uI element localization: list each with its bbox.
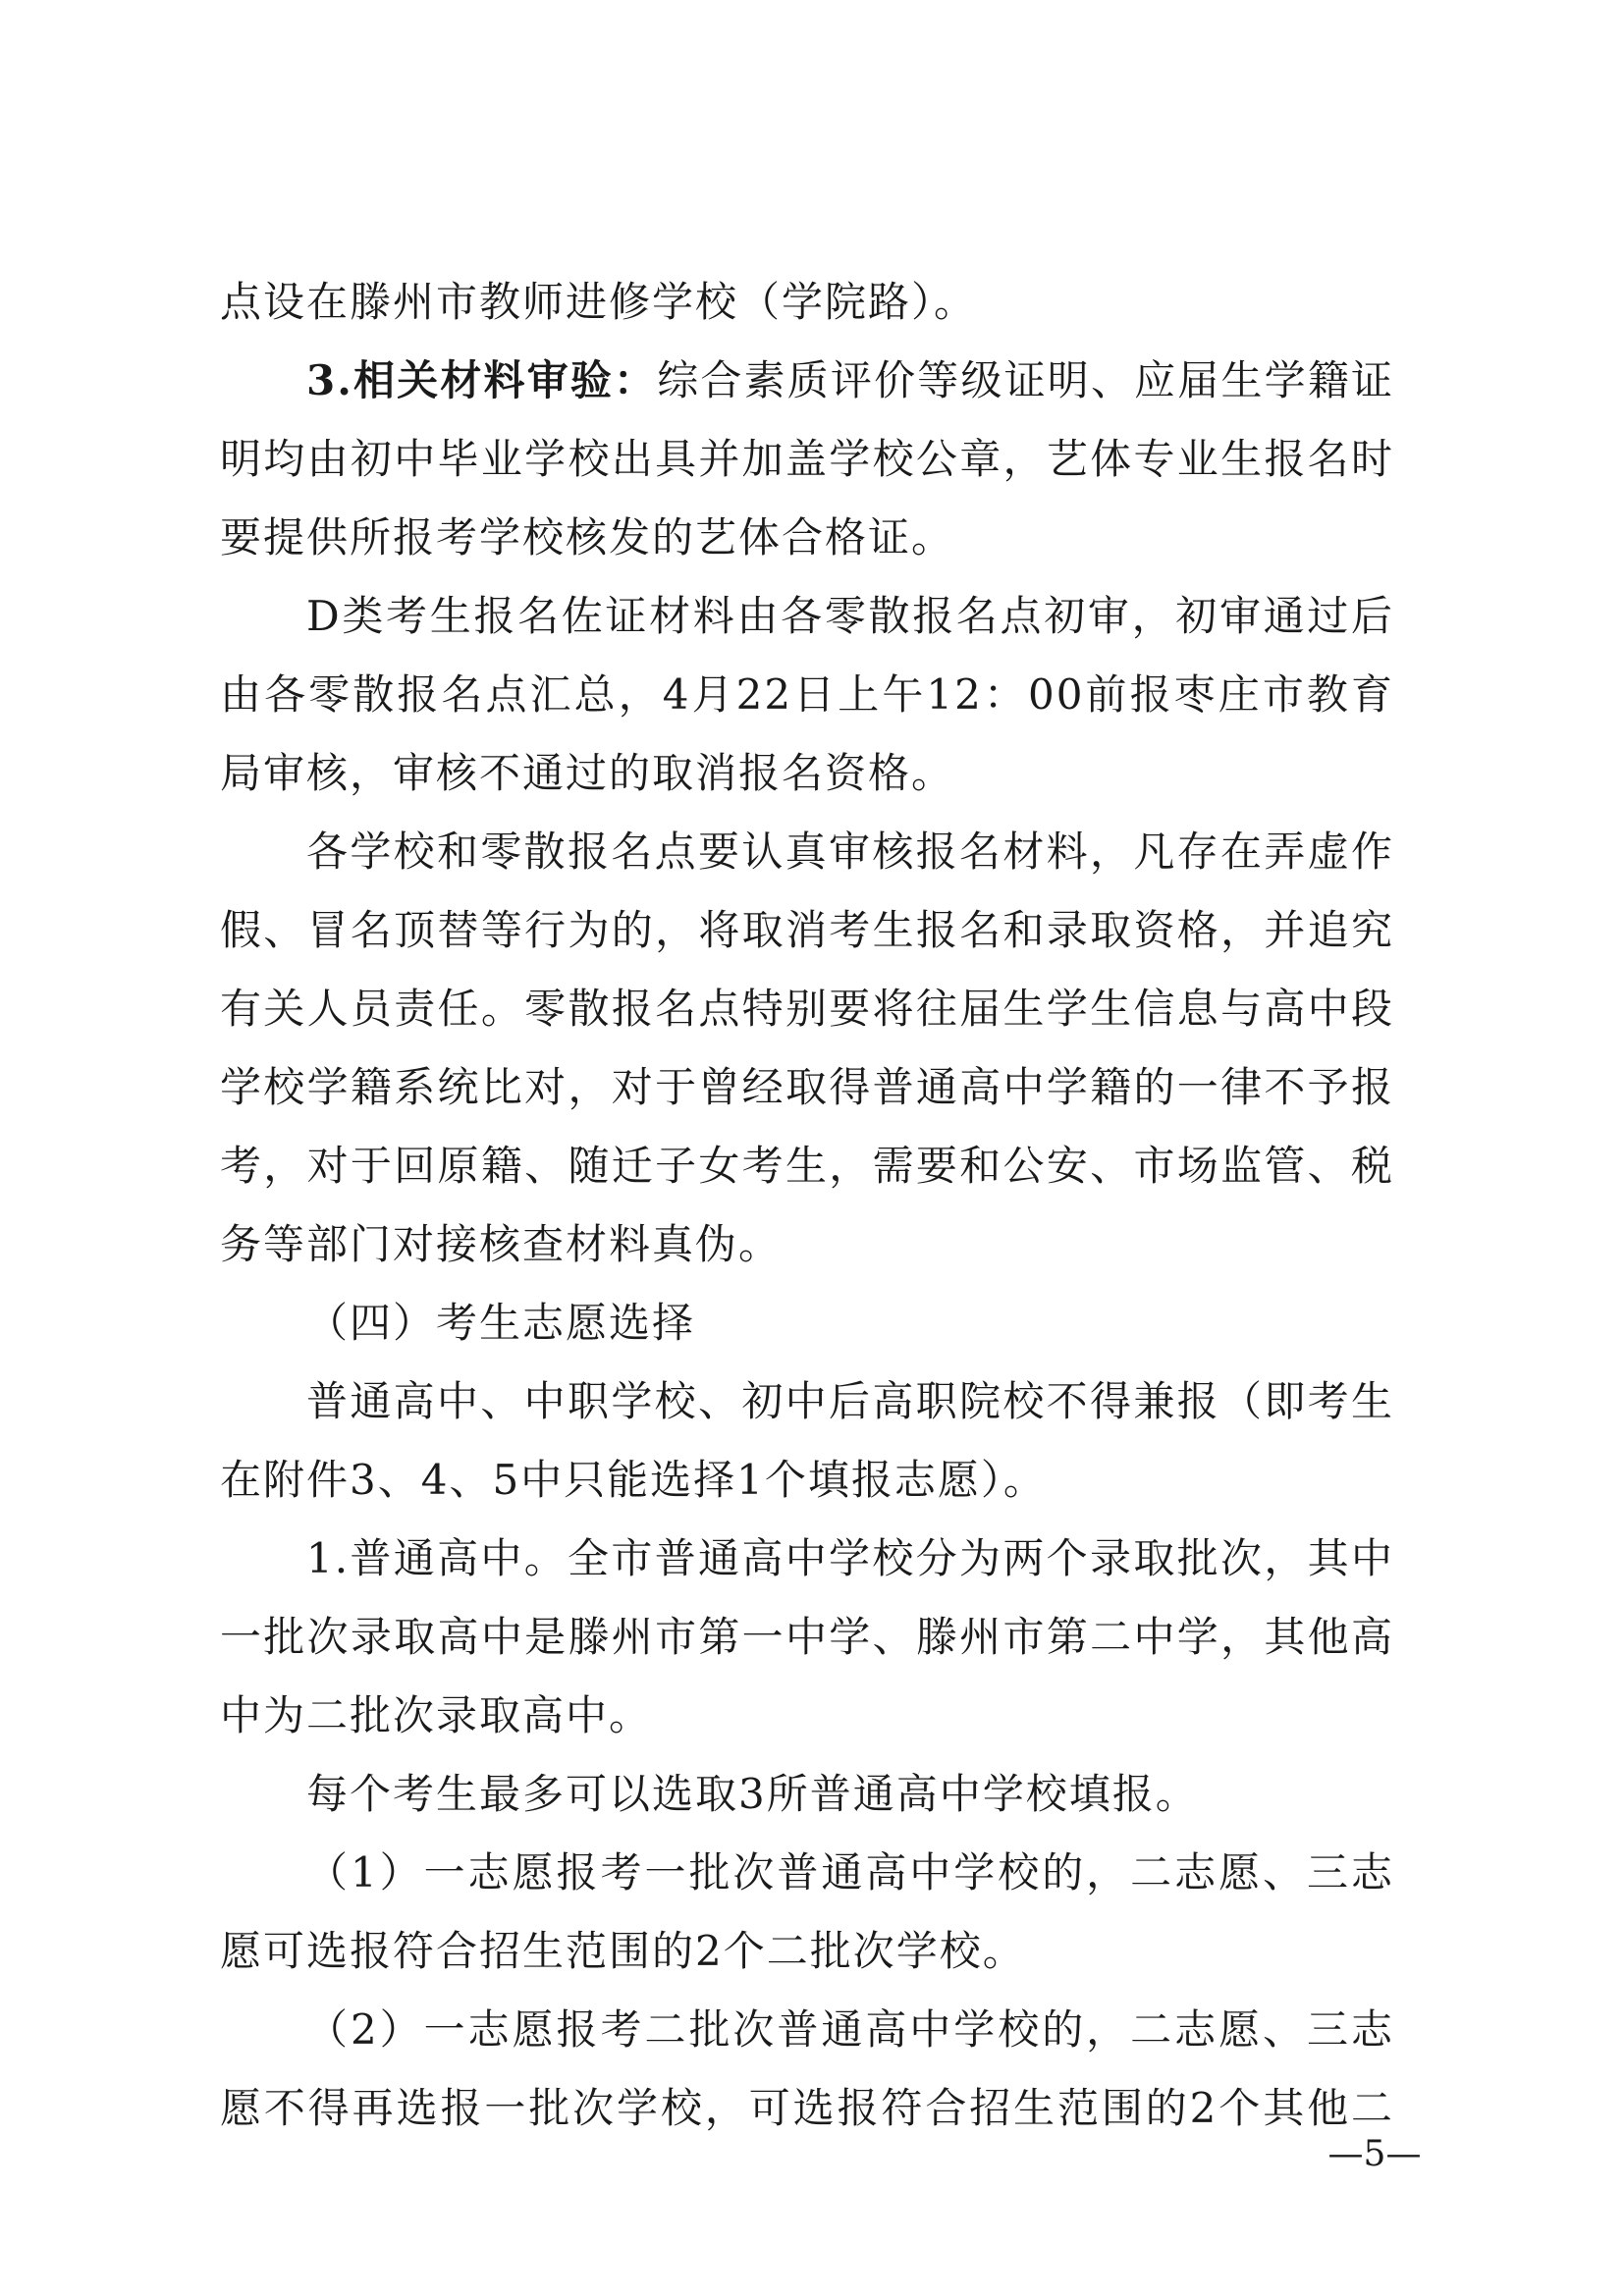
text-line: 假、冒名顶替等行为的，将取消考生报名和录取资格，并追究	[220, 906, 1394, 954]
bold-heading: 3.相关材料审验：	[306, 356, 658, 404]
page-number: —5—	[1327, 2134, 1422, 2174]
text-line: 普通高中、中职学校、初中后高职院校不得兼报（即考生	[306, 1377, 1394, 1425]
text-line: （2）一志愿报考二批次普通高中学校的，二志愿、三志	[306, 2005, 1394, 2054]
text-line: D类考生报名佐证材料由各零散报名点初审，初审通过后	[306, 592, 1394, 640]
text-line: 1.普通高中。全市普通高中学校分为两个录取批次，其中	[306, 1534, 1394, 1582]
text-line: 一批次录取高中是滕州市第一中学、滕州市第二中学，其他高	[220, 1613, 1394, 1661]
text-line: 中为二批次录取高中。	[220, 1691, 653, 1739]
text-line: 点设在滕州市教师进修学校（学院路）。	[220, 278, 978, 326]
text-line: 由各零散报名点汇总，4月22日上午12：00前报枣庄市教育	[220, 670, 1394, 719]
text-line: 要提供所报考学校核发的艺体合格证。	[220, 513, 955, 561]
text-line: 愿可选报符合招生范围的2个二批次学校。	[220, 1927, 1026, 1975]
body-text	[220, 263, 1394, 2148]
text-line: （1）一志愿报考一批次普通高中学校的，二志愿、三志	[306, 1848, 1394, 1896]
text-line: 每个考生最多可以选取3所普通高中学校填报。	[306, 1770, 1199, 1818]
text-line: 有关人员责任。零散报名点特别要将往届生学生信息与高中段	[220, 985, 1394, 1033]
text-line: 考，对于回原籍、随迁子女考生，需要和公安、市场监管、税	[220, 1142, 1394, 1190]
text-line: 局审核，审核不通过的取消报名资格。	[220, 749, 955, 797]
text-line: 愿不得再选报一批次学校，可选报符合招生范围的2个其他二	[220, 2084, 1394, 2132]
text-line: 务等部门对接核查材料真伪。	[220, 1220, 783, 1268]
text-line-content: 综合素质评价等级证明、应届生学籍证	[657, 356, 1394, 404]
text-line: 学校学籍系统比对，对于曾经取得普通高中学籍的一律不予报	[220, 1063, 1394, 1111]
text-line: 在附件3、4、5中只能选择1个填报志愿）。	[220, 1456, 1047, 1504]
section-heading: （四）考生志愿选择	[306, 1299, 696, 1347]
text-line: 明均由初中毕业学校出具并加盖学校公章，艺体专业生报名时	[220, 435, 1394, 483]
text-line: 各学校和零散报名点要认真审核报名材料，凡存在弄虚作	[306, 828, 1394, 876]
text-line	[220, 342, 1394, 420]
